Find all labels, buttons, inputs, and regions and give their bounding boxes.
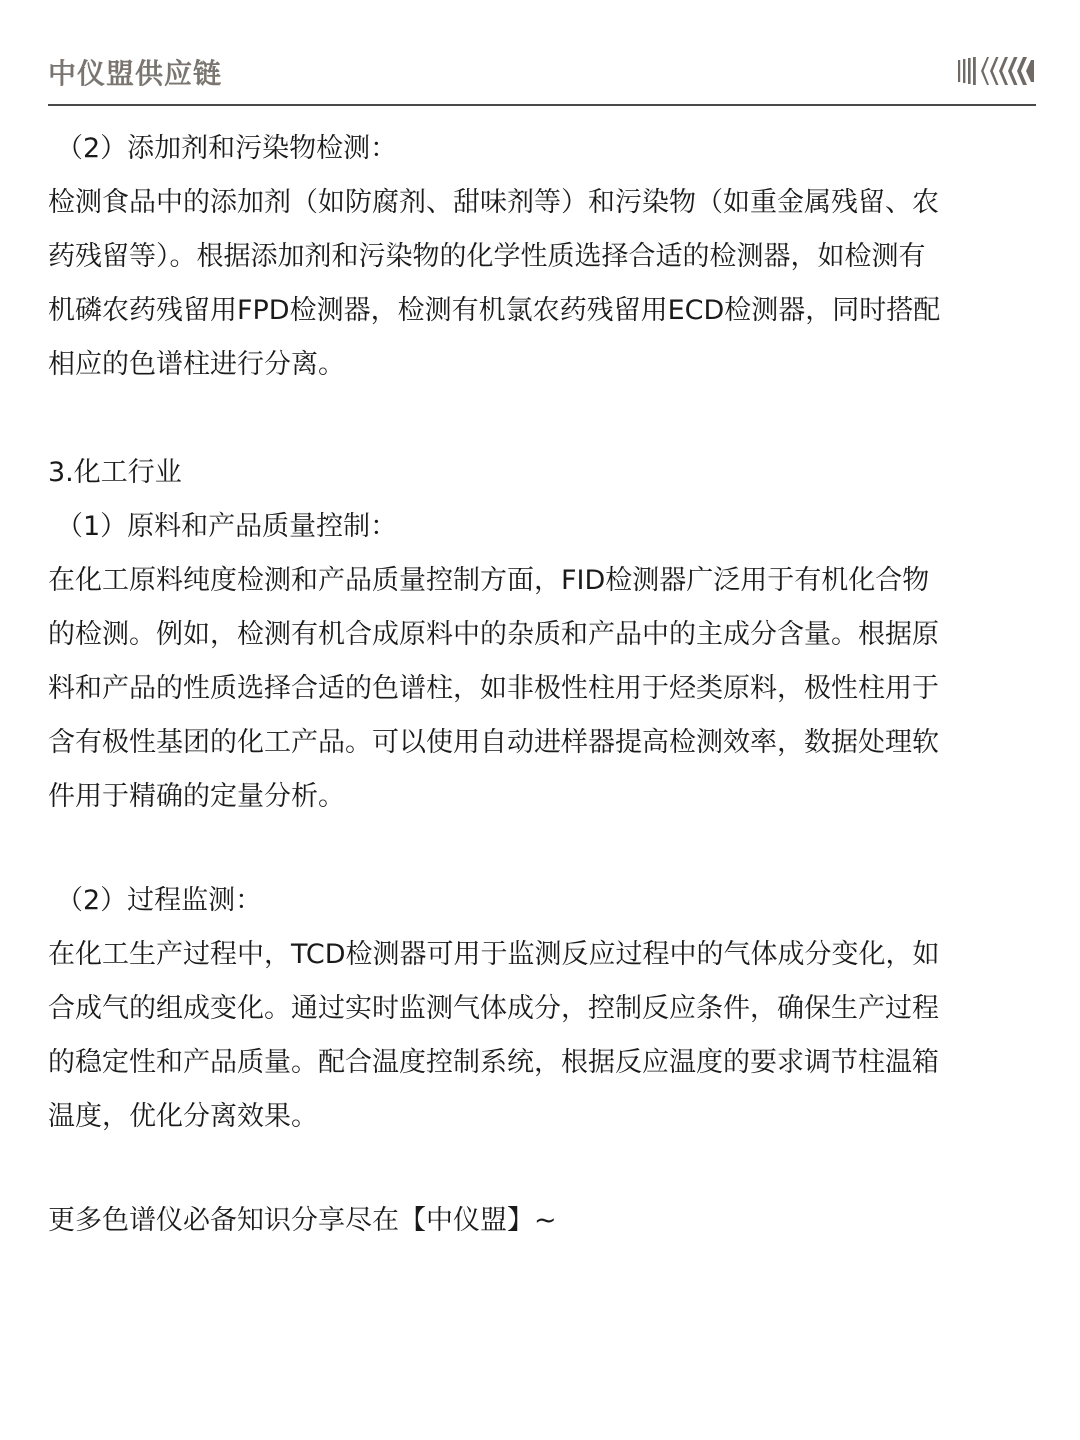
paragraph-process-monitoring [48,928,1008,1144]
header-divider [48,104,1036,106]
paragraph-line: 药残留等）。根据添加剂和污染物的化学性质选择合适的检测器，如检测有 [48,241,926,272]
section-heading-chemical: 3.化工行业 [48,457,182,488]
paragraph-line: 的稳定性和产品质量。配合温度控制系统，根据反应温度的要求调节柱温箱 [48,1047,939,1078]
footer-note: 更多色谱仪必备知识分享尽在【中仪盟】~ [48,1205,557,1236]
page-header [48,46,1036,106]
paragraph-line: 检测食品中的添加剂（如防腐剂、甜味剂等）和污染物（如重金属残留、农 [48,187,939,218]
paragraph-line: 合成气的组成变化。通过实时监测气体成分，控制反应条件，确保生产过程 [48,993,939,1024]
subheading-additives: （2）添加剂和污染物检测： [56,133,398,164]
paragraph-line: 件用于精确的定量分析。 [48,781,345,812]
paragraph-line: 温度，优化分离效果。 [48,1101,318,1132]
paragraph-line: 在化工生产过程中，TCD检测器可用于监测反应过程中的气体成分变化，如 [48,939,940,970]
paragraph-line: 含有极性基团的化工产品。可以使用自动进样器提高检测效率，数据处理软 [48,727,939,758]
paragraph-line: 在化工原料纯度检测和产品质量控制方面，FID检测器广泛用于有机化合物 [48,565,930,596]
article-body [48,122,1008,1248]
paragraph-quality-control [48,554,1008,824]
paragraph-additives [48,176,1008,392]
paragraph-line: 相应的色谱柱进行分离。 [48,349,345,380]
subheading-process-monitoring: （2）过程监测： [56,885,263,916]
section-chemical-industry [48,446,1008,1144]
subheading-quality-control: （1）原料和产品质量控制： [56,511,398,542]
section-food-additives [48,122,1008,392]
paragraph-line: 机磷农药残留用FPD检测器，检测有机氯农药残留用ECD检测器，同时搭配 [48,295,941,326]
brand-title: 中仪盟供应链 [48,57,223,90]
paragraph-line: 的检测。例如，检测有机合成原料中的杂质和产品中的主成分含量。根据原 [48,619,939,650]
arrow-fan-logo-icon [956,54,1034,88]
paragraph-line: 料和产品的性质选择合适的色谱柱，如非极性柱用于烃类原料，极性柱用于 [48,673,939,704]
